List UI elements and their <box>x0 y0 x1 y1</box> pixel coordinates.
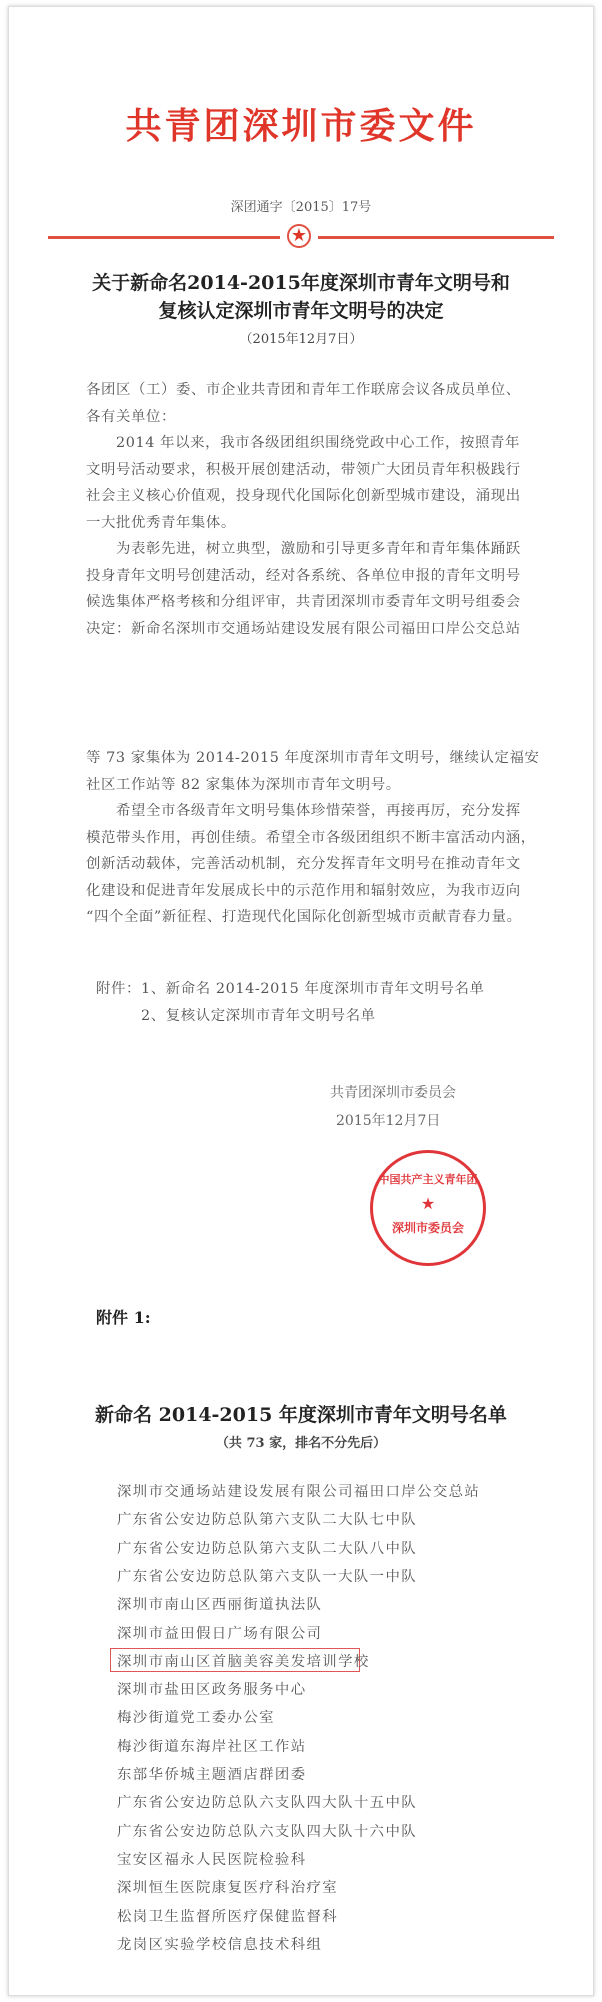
attachment-line-1: 附件：1、新命名 2014-2015 年度深圳市青年文明号名单 <box>96 981 485 997</box>
red-divider-left <box>48 236 280 239</box>
annex-subtitle: （共 73 家，排名不分先后） <box>215 1436 387 1451</box>
annex-list-item: 梅沙街道东海岸社区工作站 <box>117 1738 307 1755</box>
red-divider-right <box>318 236 554 239</box>
decision-title-line1: 关于新命名2014-2015年度深圳市青年文明号和 <box>92 272 510 294</box>
signature-date: 2015年12月7日 <box>336 1113 441 1129</box>
signature-org: 共青团深圳市委员会 <box>330 1085 456 1101</box>
body-line: 模范带头作用，再创佳绩。希望全市各级团组织不断丰富活动内涵， <box>86 829 536 846</box>
official-seal <box>370 1150 486 1266</box>
body-line: 化建设和促进青年发展成长中的示范作用和辐射效应，为我市迈向 <box>86 882 521 899</box>
seal-star-icon: ★ <box>420 1194 436 1213</box>
body-line: 文明号活动要求，积极开展创建活动，带领广大团员青年积极践行 <box>86 461 521 478</box>
body-line: 等 73 家集体为 2014-2015 年度深圳市青年文明号，继续认定福安 <box>86 750 540 766</box>
annex-list-item: 广东省公安边防总队第六支队一大队一中队 <box>117 1568 418 1585</box>
body-line: “四个全面”新征程、打造现代化国际化创新型城市贡献青春力量。 <box>86 909 522 925</box>
annex-list-item: 深圳市益田假日广场有限公司 <box>117 1625 323 1642</box>
annex-list-item: 广东省公安边防总队第六支队二大队七中队 <box>117 1512 418 1529</box>
body-line: 各有关单位： <box>86 408 176 425</box>
annex-list-item: 龙岗区实验学校信息技术科组 <box>117 1936 323 1953</box>
decision-date: （2015年12月7日） <box>239 332 363 347</box>
body-line: 希望全市各级青年文明号集体珍惜荣誉，再接再厉，充分发挥 <box>86 803 521 819</box>
seal-text-bottom: 深圳市委员会 <box>391 1221 464 1235</box>
star-icon: ★ <box>287 224 311 248</box>
body-line: 一大批优秀青年集体。 <box>86 514 236 531</box>
annex-list-item: 梅沙街道党工委办公室 <box>117 1710 275 1727</box>
annex-list-item: 宝安区福永人民医院检验科 <box>117 1851 307 1868</box>
annex-list-item: 松岗卫生监督所医疗保健监督科 <box>117 1908 339 1925</box>
annex-list-item: 广东省公安边防总队第六支队二大队八中队 <box>117 1540 418 1557</box>
attachment-line-2: 2、复核认定深圳市青年文明号名单 <box>96 1008 376 1024</box>
annex-list-item: 深圳恒生医院康复医疗科治疗室 <box>117 1880 339 1897</box>
decision-title-line2: 复核认定深圳市青年文明号的决定 <box>158 300 444 322</box>
document-org-title: 共青团深圳市委文件 <box>125 105 477 147</box>
annex-title: 新命名 2014-2015 年度深圳市青年文明号名单 <box>95 1404 507 1426</box>
body-line: 创新活动载体，完善活动机制，充分发挥青年文明号在推动青年文 <box>86 856 521 872</box>
body-line: 为表彰先进，树立典型，激励和引导更多青年和青年集体踊跃 <box>86 541 521 557</box>
annex-list-item: 深圳市南山区首脑美容美发培训学校 <box>117 1653 370 1670</box>
annex-list-item: 深圳市交通场站建设发展有限公司福田口岸公交总站 <box>117 1484 481 1500</box>
annex-list-item: 广东省公安边防总队六支队四大队十五中队 <box>117 1795 418 1812</box>
body-line: 决定：新命名深圳市交通场站建设发展有限公司福田口岸公交总站 <box>86 620 521 637</box>
body-line: 社会主义核心价值观，投身现代化国际化创新型城市建设，涌现出 <box>86 488 521 504</box>
document-number: 深团通字〔2015〕17号 <box>230 200 372 215</box>
body-line: 候选集体严格考核和分组评审，共青团深圳市委青年文明号组委会 <box>86 594 521 610</box>
body-line: 各团区（工）委、市企业共青团和青年工作联席会议各成员单位、 <box>86 382 521 398</box>
body-line: 投身青年文明号创建活动，经对各系统、各单位申报的青年文明号 <box>86 567 521 584</box>
annex-list-item: 深圳市盐田区政务服务中心 <box>117 1682 307 1699</box>
body-line: 社区工作站等 82 家集体为深圳市青年文明号。 <box>86 776 401 793</box>
annex-list-item: 东部华侨城主题酒店群团委 <box>117 1767 307 1783</box>
annex-list-item: 深圳市南山区西丽街道执法队 <box>117 1597 323 1614</box>
annex-label: 附件 1: <box>96 1308 151 1327</box>
annex-list-item: 广东省公安边防总队六支队四大队十六中队 <box>117 1823 418 1840</box>
seal-text-top: 中国共产主义青年团 <box>378 1173 478 1186</box>
body-line: 2014 年以来，我市各级团组织围绕党政中心工作，按照青年 <box>86 435 520 451</box>
